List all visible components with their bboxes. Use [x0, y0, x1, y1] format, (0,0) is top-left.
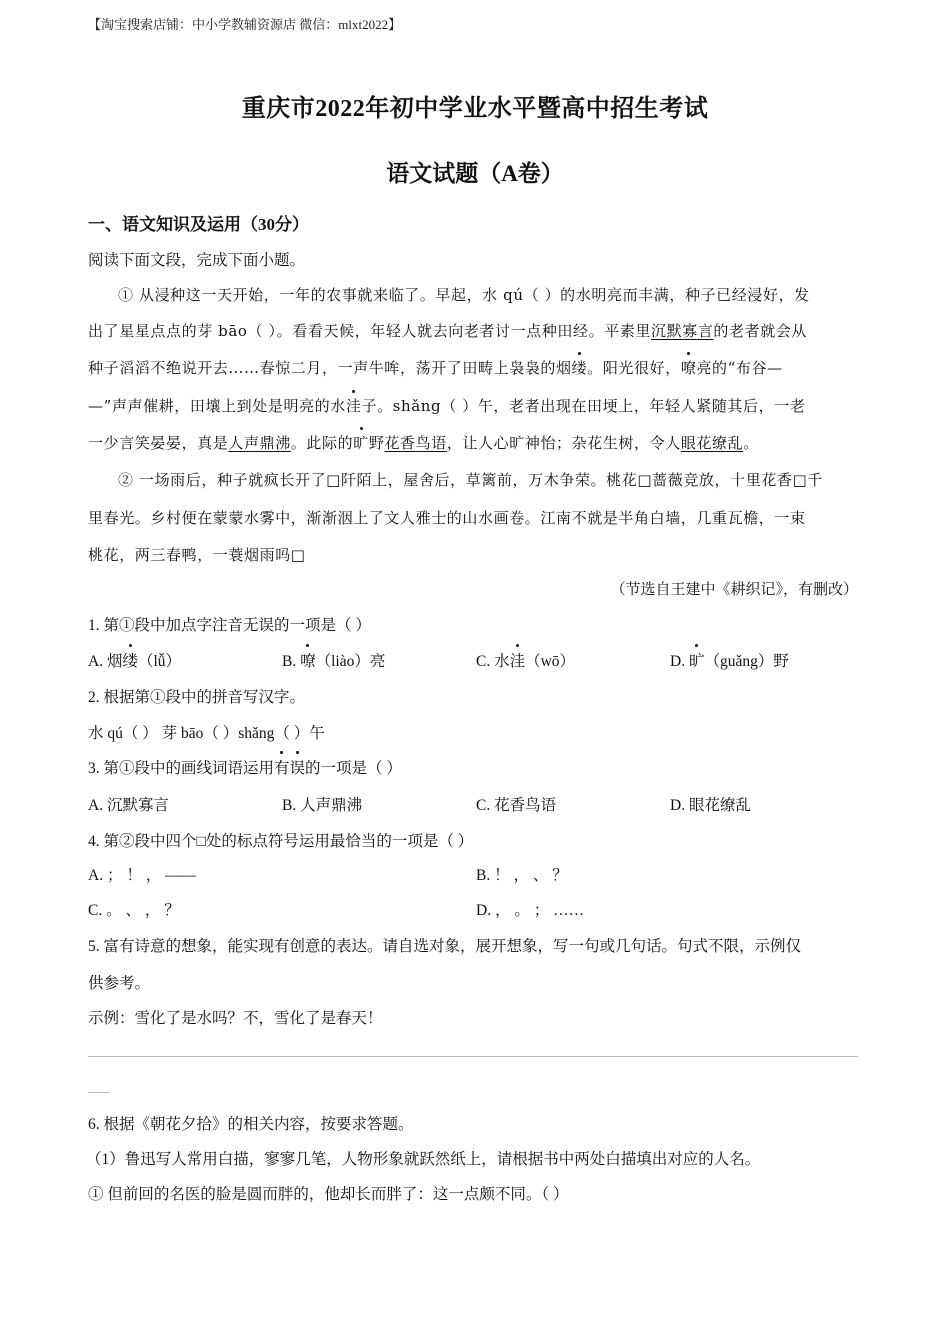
dotted-char: 有: [274, 756, 290, 778]
q1-option-d: [670, 649, 789, 671]
answer-line[interactable]: [88, 1056, 858, 1057]
stem-text: 3. 第①段中的画线词语运用: [88, 760, 275, 777]
q4-stem: 4. 第②段中四个□处的标点符号运用最恰当的一项是（ ）: [88, 833, 474, 850]
dotted-char: 缕: [571, 359, 588, 377]
passage-p1-line3: [88, 357, 783, 378]
passage-text: 子。shǎng（ ）午，老者出现在田埂上，年轻人紧随其后，一老: [361, 397, 806, 415]
option-text: C. 水: [476, 653, 510, 670]
q5-stem-line1: 5. 富有诗意的想象，能实现有创意的表达。请自选对象，展开想象，写一句或几句话。句式不限，示例仅: [88, 938, 802, 955]
q5-example: 示例：雪化了是水吗？不，雪化了是春天！: [88, 1010, 383, 1027]
q4-option-c: C. 。 、 ， ？: [88, 902, 180, 919]
q3-option-c: C. 花香鸟语: [476, 797, 557, 814]
dotted-char: 缕: [122, 649, 138, 671]
option-text: B.: [282, 653, 301, 670]
dotted-char: 洼: [510, 649, 526, 671]
option-text: （lǚ）: [137, 653, 182, 670]
dotted-char: 旷: [689, 649, 705, 671]
passage-p1-line4: [88, 395, 805, 416]
passage-p1-line2: [88, 320, 807, 341]
q4-option-d: D. ， 。 ； ……: [476, 902, 585, 919]
dotted-char: 旷: [353, 434, 369, 452]
passage-p1-line5: [88, 432, 759, 453]
passage-source: （节选自王建中《耕织记》，有删改）: [610, 582, 858, 598]
dotted-char: 嘹: [680, 359, 697, 377]
passage-p2-line3: 桃花，两三春鸭，一蓑烟雨吗□: [88, 546, 306, 564]
q1-option-c: [476, 649, 575, 671]
section-heading: 一、语文知识及运用（30分）: [88, 215, 309, 234]
q2-answer-line: 水 qú（ ） 芽 bāo（ ）shǎng（ ）午: [88, 725, 325, 742]
passage-p1-line1: ① 从浸种这一天开始，一年的农事就来临了。早起，水 qú（ ）的水明亮而丰满，种子已经浸好，发: [118, 286, 810, 304]
passage-text: 出了星星点点的芽 bāo（ ）。看看天候，年轻人就去向老者讨一点种田经。平素里: [88, 322, 652, 340]
q3-stem: [88, 756, 402, 778]
reading-intro: 阅读下面文段，完成下面小题。: [88, 252, 306, 269]
q1-stem: 1. 第①段中加点字注音无误的一项是（ ）: [88, 617, 371, 634]
q3-option-b: B. 人声鼎沸: [282, 797, 363, 814]
stem-text: 的一项是（ ）: [305, 760, 402, 777]
q6-sub1: （1）鲁迅写人常用白描，寥寥几笔，人物形象就跃然纸上，请根据书中两处白描填出对应的人名。: [86, 1151, 761, 1168]
exam-subtitle: 语文试题（A卷）: [386, 161, 564, 186]
dotted-char: 洼: [345, 397, 362, 415]
passage-text: 。阳光很好，: [587, 359, 681, 377]
passage-text: 。: [743, 434, 759, 452]
q6-item1: ① 但前回的名医的脸是圆而胖的，他却长而胖了：这一点颇不同。（ ）: [88, 1186, 569, 1203]
dotted-char: 误: [290, 756, 306, 778]
passage-p2-line2: 里春光。乡村便在蒙蒙水雾中，渐渐洇上了文人雅士的山水画卷。江南不就是半角白墙，几重瓦檐，一束: [88, 509, 806, 527]
passage-text: 亮的“布谷—: [696, 359, 783, 377]
underlined-word: 花香鸟语: [384, 434, 447, 452]
passage-text: 的老者就会从: [713, 322, 808, 340]
underlined-word: 眼花缭乱: [680, 434, 744, 452]
passage-text: —”声声催耕，田壤上到处是明亮的水: [88, 397, 346, 415]
q4-option-b: B. ！ ， 、 ？: [476, 867, 568, 884]
exam-title: 重庆市2022年初中学业水平暨高中招生考试: [241, 96, 709, 122]
q2-stem: 2. 根据第①段中的拼音写汉字。: [88, 689, 306, 706]
option-text: （guǎng）野: [704, 653, 789, 670]
passage-text: 种子滔滔不绝说开去……春惊二月，一声牛哞，荡开了田畴上袅袅的烟: [88, 359, 572, 377]
passage-p2-line1: ② 一场雨后，种子就疯长开了□阡陌上，屋舍后，草篱前，万木争荣。桃花□蔷薇竞放，十里花香□千: [118, 471, 823, 489]
option-text: D.: [670, 653, 689, 670]
underlined-word: 沉默寡言: [651, 322, 714, 340]
option-text: （wō）: [525, 653, 576, 670]
q1-option-a: [88, 649, 181, 671]
q4-option-a: A. ； ！ ， ——: [88, 867, 197, 884]
passage-text: 。此际的: [290, 434, 354, 452]
option-text: （liào）亮: [315, 653, 386, 670]
q3-option-d: D. 眼花缭乱: [670, 797, 751, 814]
underlined-word: 人声鼎沸: [228, 434, 291, 452]
answer-line-continued[interactable]: [88, 1092, 110, 1093]
q5-stem-line2: 供参考。: [88, 975, 151, 992]
passage-text: 一少言笑晏晏，真是: [88, 434, 229, 452]
q1-option-b: [282, 649, 385, 671]
passage-text: ，让人心旷神怡；杂花生树，令人: [446, 434, 681, 452]
q6-stem: 6. 根据《朝花夕拾》的相关内容，按要求答题。: [88, 1116, 414, 1133]
shop-banner: 【淘宝搜索店铺：中小学教辅资源店 微信：mlxt2022】: [88, 17, 402, 32]
passage-text: 野: [368, 434, 385, 452]
dotted-char: 嘹: [300, 649, 316, 671]
option-text: A. 烟: [88, 653, 123, 670]
q3-option-a: A. 沉默寡言: [88, 797, 169, 814]
